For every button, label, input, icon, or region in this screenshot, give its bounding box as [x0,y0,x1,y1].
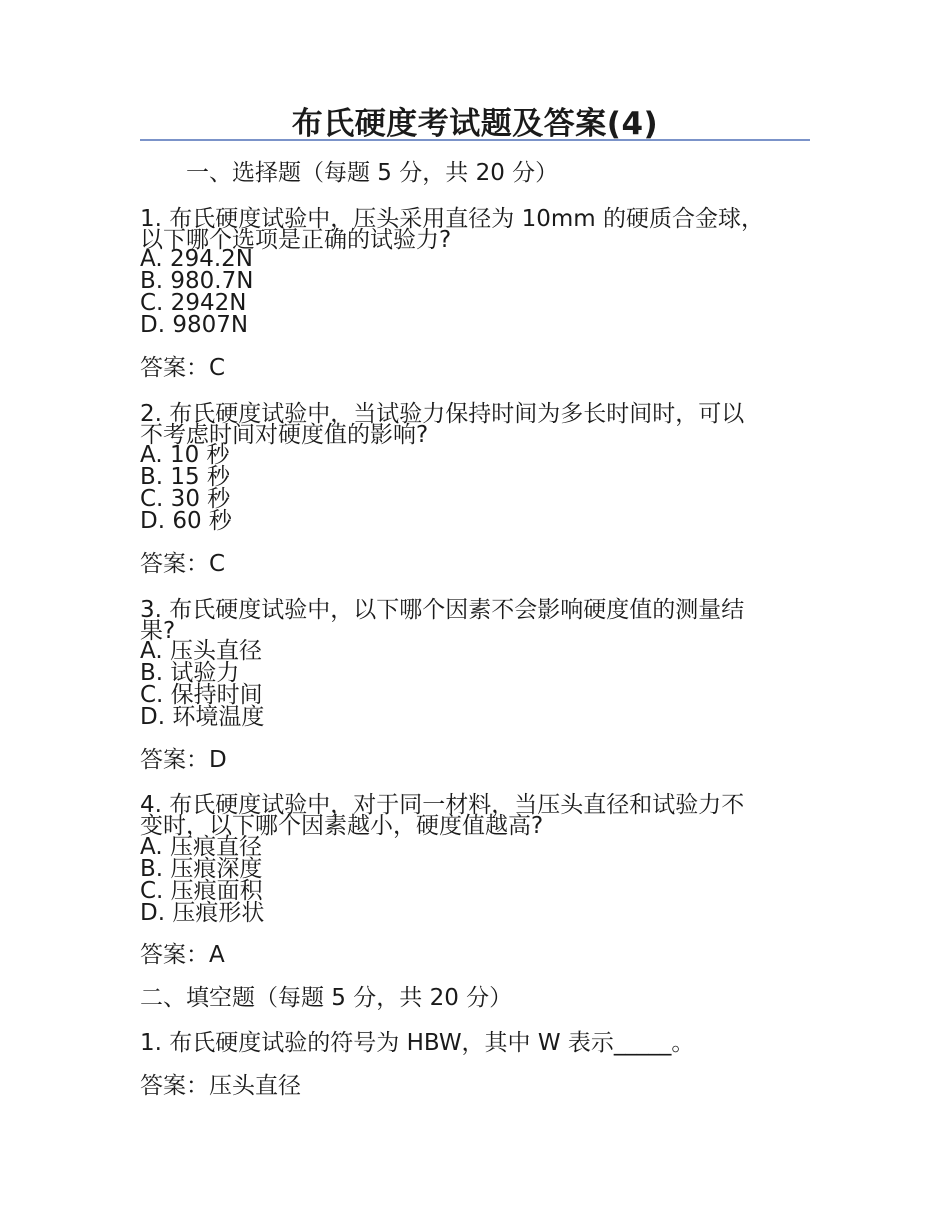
question-3-line-1: 3. 布氏硬度试验中，以下哪个因素不会影响硬度值的测量结 [140,597,745,623]
question-1-answer: 答案：C [140,355,226,381]
question-1-line-2: 以下哪个选项是正确的试验力? [140,227,452,253]
fill-question-1: 1. 布氏硬度试验的符号为 HBW，其中 W 表示_____。 [140,1030,695,1056]
question-1-option-c: C. 2942N [140,290,247,316]
question-1-line-1: 1. 布氏硬度试验中，压头采用直径为 10mm 的硬质合金球， [140,206,764,232]
question-4-option-c: C. 压痕面积 [140,878,263,904]
question-3-option-b: B. 试验力 [140,660,240,686]
question-1-option-b: B. 980.7N [140,268,254,294]
fill-question-1-answer: 答案：压头直径 [140,1073,301,1099]
question-3-option-a: A. 压头直径 [140,638,262,664]
question-3-answer: 答案：D [140,747,227,773]
question-4-option-a: A. 压痕直径 [140,834,262,860]
question-3-line-2: 果? [140,618,176,644]
question-1-option-d: D. 9807N [140,312,249,338]
question-3-option-d: D. 环境温度 [140,704,265,730]
question-4-option-b: B. 压痕深度 [140,856,263,882]
question-3-option-c: C. 保持时间 [140,682,263,708]
question-4-answer: 答案：A [140,942,225,968]
question-2-option-a: A. 10 秒 [140,442,230,468]
section-heading-fill: 二、填空题（每题 5 分，共 20 分） [140,985,513,1011]
question-4-option-d: D. 压痕形状 [140,900,265,926]
question-2-option-c: C. 30 秒 [140,486,231,512]
question-4-line-2: 变时，以下哪个因素越小，硬度值越高? [140,813,544,839]
question-2-option-b: B. 15 秒 [140,464,230,490]
question-4-line-1: 4. 布氏硬度试验中，对于同一材料，当压头直径和试验力不 [140,792,745,818]
question-2-answer: 答案：C [140,551,226,577]
question-1-option-a: A. 294.2N [140,246,254,272]
question-2-line-2: 不考虑时间对硬度值的影响? [140,422,429,448]
title-underline [140,139,810,141]
question-2-option-d: D. 60 秒 [140,508,232,534]
section-heading-choice: 一、选择题（每题 5 分，共 20 分） [186,160,559,186]
document-title: 布氏硬度考试题及答案(4) [291,106,659,142]
question-2-line-1: 2. 布氏硬度试验中，当试验力保持时间为多长时间时，可以 [140,401,745,427]
